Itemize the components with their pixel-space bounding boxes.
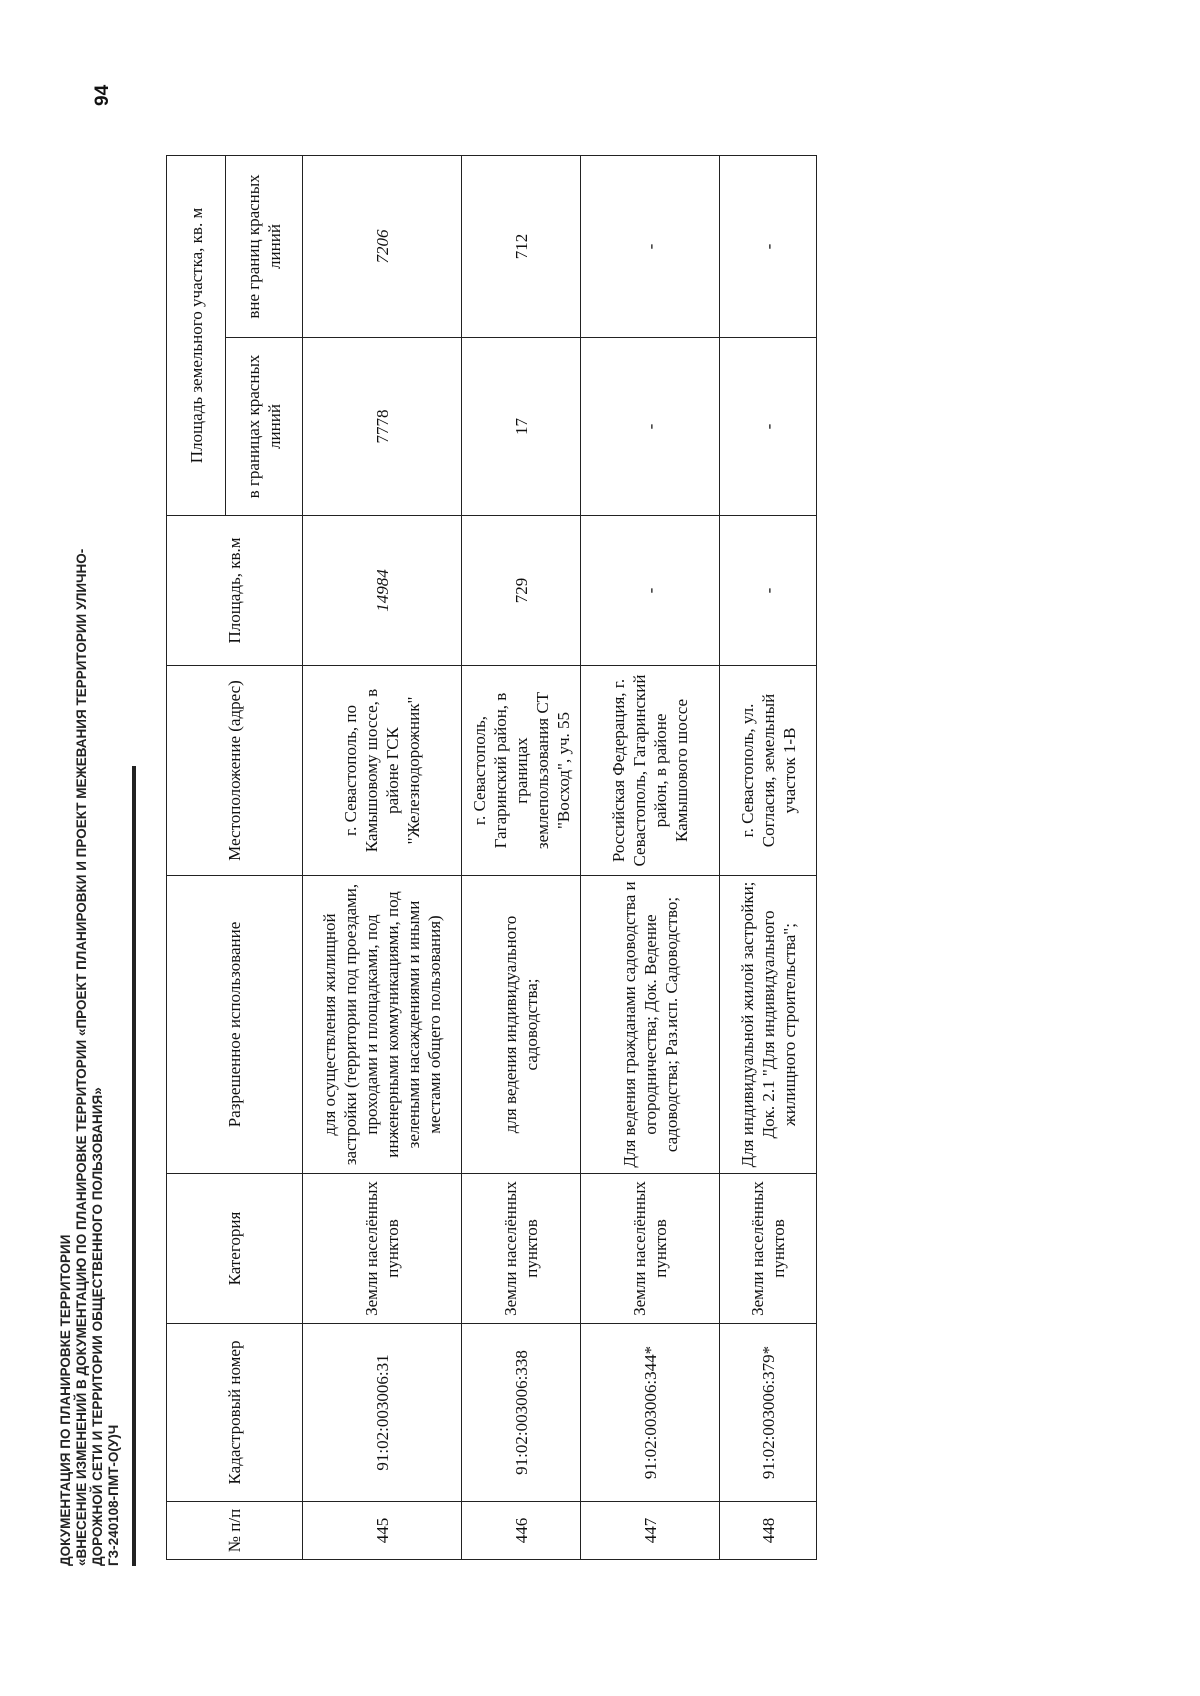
row-outside: - xyxy=(720,155,817,337)
document-header xyxy=(58,366,122,1566)
table-row xyxy=(720,155,817,1559)
row-cadastral: 91:02:003006:379* xyxy=(720,1324,817,1502)
row-category: Земли населённых пунктов xyxy=(303,1174,462,1324)
row-area: 14984 xyxy=(303,516,462,666)
row-location: Российская Федерация, г. Севастополь, Гагаринский район, в районе Камышового шоссе xyxy=(581,666,720,876)
row-outside: - xyxy=(581,155,720,337)
row-area: - xyxy=(581,516,720,666)
land-plots-table xyxy=(166,155,817,1560)
table-row xyxy=(462,155,581,1559)
row-outside: 7206 xyxy=(303,155,462,337)
header-area: Площадь, кв.м xyxy=(167,516,303,666)
row-permitted-use: для осуществления жилищной застройки (территории под проездами, проходами и площадками, под инженерными коммуникациями, под зелеными насаждениями и иными местами общего пользования) xyxy=(303,876,462,1174)
row-inside: 17 xyxy=(462,338,581,516)
row-location: г. Севастополь, ул. Согласия, земельный участок 1-В xyxy=(720,666,817,876)
row-category: Земли населённых пунктов xyxy=(720,1174,817,1324)
table-row xyxy=(303,155,462,1559)
row-category: Земли населённых пунктов xyxy=(581,1174,720,1324)
header-num: № п/п xyxy=(167,1502,303,1560)
header-cadastral: Кадастровый номер xyxy=(167,1324,303,1502)
header-outside-red-lines: вне границ красных линий xyxy=(226,155,303,337)
header-permitted-use: Разрешенное использование xyxy=(167,876,303,1174)
row-area: 729 xyxy=(462,516,581,666)
header-category: Категория xyxy=(167,1174,303,1324)
header-line-4: ГЗ-240108-ПМТ-О(У)Ч xyxy=(106,1424,121,1566)
header-line-3: ДОРОЖНОЙ СЕТИ И ТЕРРИТОРИИ ОБЩЕСТВЕННОГО ПОЛЬЗОВАНИЯ» xyxy=(90,1087,105,1566)
header-location: Местоположение (адрес) xyxy=(167,666,303,876)
header-plot-area: Площадь земельного участка, кв. м xyxy=(167,155,226,515)
row-outside: 712 xyxy=(462,155,581,337)
row-inside: - xyxy=(720,338,817,516)
row-location: г. Севастополь, Гагаринский район, в границах землепользования СТ "Восход", уч. 55 xyxy=(462,666,581,876)
row-permitted-use: для ведения индивидуального садоводства; xyxy=(462,876,581,1174)
row-num: 447 xyxy=(581,1502,720,1560)
table-row xyxy=(581,155,720,1559)
row-permitted-use: Для ведения гражданами садоводства и огородничества; Док. Ведение садоводства; Раз.исп. Садоводство; xyxy=(581,876,720,1174)
row-num: 445 xyxy=(303,1502,462,1560)
header-line-2: «ВНЕСЕНИЕ ИЗМЕНЕНИЙ В ДОКУМЕНТАЦИЮ ПО ПЛАНИРОВКЕ ТЕРРИТОРИИ «ПРОЕКТ ПЛАНИРОВКИ И ПРОЕКТ МЕЖЕВАНИЯ ТЕРРИТОРИИ УЛИЧНО- xyxy=(74,548,89,1566)
row-num: 448 xyxy=(720,1502,817,1560)
row-category: Земли населённых пунктов xyxy=(462,1174,581,1324)
header-divider xyxy=(132,766,136,1566)
row-cadastral: 91:02:003006:31 xyxy=(303,1324,462,1502)
row-inside: - xyxy=(581,338,720,516)
row-cadastral: 91:02:003006:344* xyxy=(581,1324,720,1502)
row-area: - xyxy=(720,516,817,666)
page-number: 94 xyxy=(92,84,113,106)
row-num: 446 xyxy=(462,1502,581,1560)
row-location: г. Севастополь, по Камышовому шоссе, в районе ГСК "Железнодорожник" xyxy=(303,666,462,876)
row-permitted-use: Для индивидуальной жилой застройки; Док. 2.1 "Для индивидуального жилищного строительства"; xyxy=(720,876,817,1174)
row-inside: 7778 xyxy=(303,338,462,516)
header-inside-red-lines: в границах красных линий xyxy=(226,338,303,516)
header-line-1: ДОКУМЕНТАЦИЯ ПО ПЛАНИРОВКЕ ТЕРРИТОРИИ xyxy=(58,1234,73,1566)
row-cadastral: 91:02:003006:338 xyxy=(462,1324,581,1502)
